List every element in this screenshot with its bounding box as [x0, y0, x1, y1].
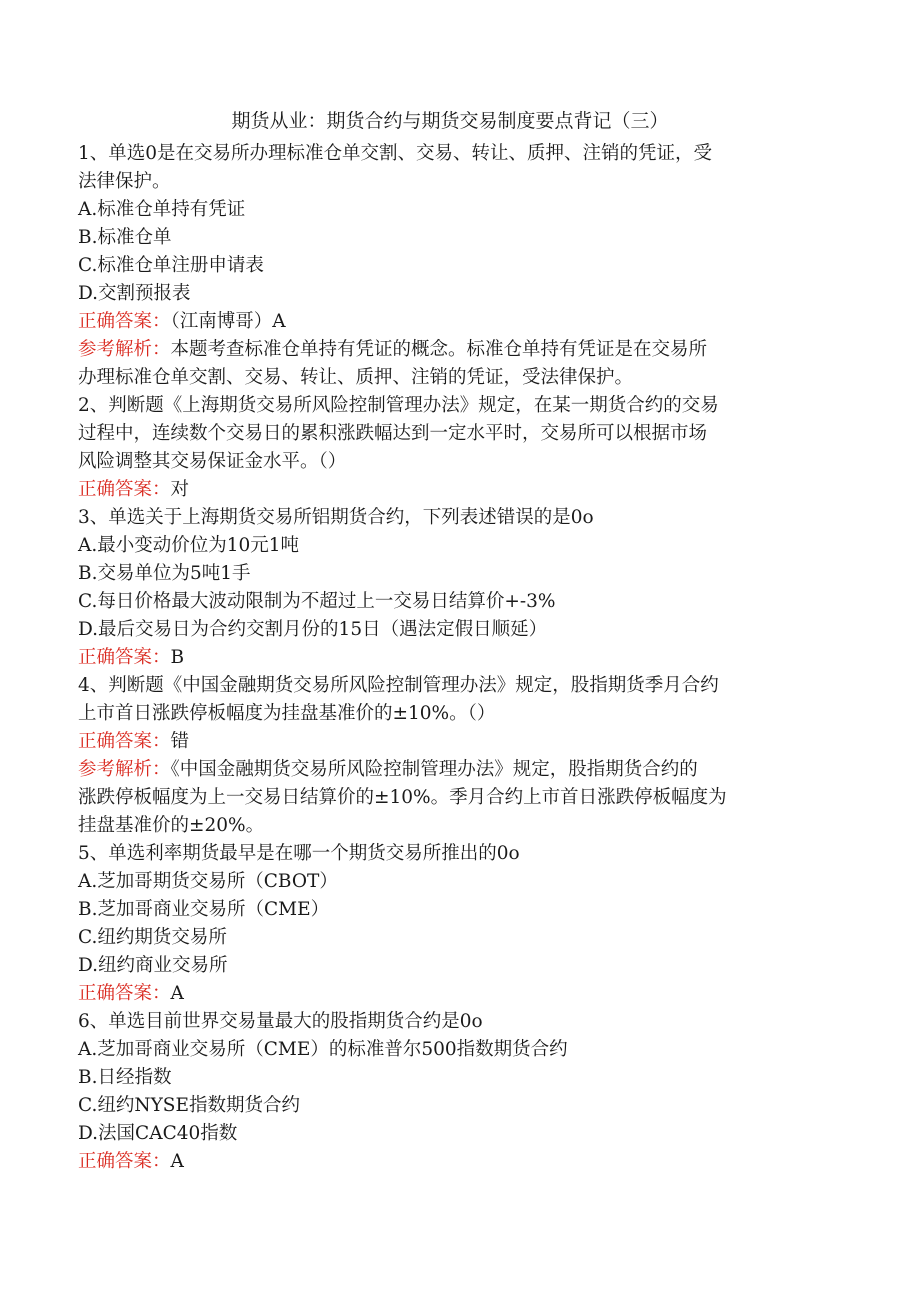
- question-item: [78, 1008, 836, 1176]
- document-body: [78, 140, 836, 1176]
- answer-label: 正确答案：: [78, 731, 171, 752]
- answer-value: B: [170, 647, 185, 668]
- option-a: A.最小变动价位为10元1吨: [78, 535, 300, 556]
- option-a: A.芝加哥期货交易所（CBOT）: [78, 871, 338, 892]
- question-item: [78, 672, 836, 840]
- option-b: B.日经指数: [78, 1067, 172, 1088]
- answer-value: 错: [170, 731, 190, 752]
- analysis-text: 《中国金融期货交易所风险控制管理办法》规定，股指期货合约的: [170, 759, 698, 780]
- answer-value: 对: [170, 479, 190, 500]
- question-text-line: 2、判断题《上海期货交易所风险控制管理办法》规定，在某一期货合约的交易: [78, 395, 719, 416]
- option-b: B.交易单位为5吨1手: [78, 563, 251, 584]
- question-text-line: 3、单选关于上海期货交易所铝期货合约，下列表述错误的是0o: [78, 507, 594, 528]
- question-item: [78, 392, 836, 504]
- answer-line: [78, 476, 836, 504]
- answer-line: [78, 1148, 836, 1176]
- analysis-text: 本题考查标准仓单持有凭证的概念。标准仓单持有凭证是在交易所: [170, 339, 708, 360]
- analysis-text-line: 挂盘基准价的±20%。: [78, 815, 265, 836]
- answer-label: 正确答案：: [78, 311, 171, 332]
- option-b: B.芝加哥商业交易所（CME）: [78, 899, 330, 920]
- option-c: C.纽约NYSE指数期货合约: [78, 1095, 300, 1116]
- option-a: A.标准仓单持有凭证: [78, 199, 246, 220]
- option-d: D.交割预报表: [78, 283, 191, 304]
- question-text-line: 6、单选目前世界交易量最大的股指期货合约是0o: [78, 1011, 483, 1032]
- question-text-line: 1、单选0是在交易所办理标准仓单交割、交易、转让、质押、注销的凭证，受: [78, 143, 713, 164]
- answer-value: （江南博哥）A: [170, 311, 286, 332]
- question-text-line: 风险调整其交易保证金水平。（）: [78, 451, 347, 472]
- question-item: [78, 504, 836, 672]
- question-text-line: 法律保护。: [78, 171, 171, 192]
- question-item: [78, 140, 836, 392]
- analysis-label: 参考解析：: [78, 339, 171, 360]
- option-c: C.每日价格最大波动限制为不超过上一交易日结算价+-3%: [78, 591, 556, 612]
- answer-label: 正确答案：: [78, 983, 171, 1004]
- analysis-line: [78, 336, 836, 364]
- option-b: B.标准仓单: [78, 227, 172, 248]
- answer-line: [78, 644, 836, 672]
- question-text-line: 4、判断题《中国金融期货交易所风险控制管理办法》规定，股指期货季月合约: [78, 675, 719, 696]
- answer-line: [78, 980, 836, 1008]
- answer-label: 正确答案：: [78, 647, 171, 668]
- analysis-text-line: 涨跌停板幅度为上一交易日结算价的±10%。季月合约上市首日涨跌停板幅度为: [78, 787, 727, 808]
- option-c: C.标准仓单注册申请表: [78, 255, 264, 276]
- document-title: 期货从业：期货合约与期货交易制度要点背记（三）: [231, 110, 669, 132]
- option-d: D.法国CAC40指数: [78, 1123, 238, 1144]
- analysis-text-line: 办理标准仓单交割、交易、转让、质押、注销的凭证，受法律保护。: [78, 367, 634, 388]
- answer-value: A: [170, 1151, 184, 1172]
- question-text-line: 过程中，连续数个交易日的累积涨跌幅达到一定水平时，交易所可以根据市场: [78, 423, 708, 444]
- analysis-label: 参考解析：: [78, 759, 171, 780]
- answer-label: 正确答案：: [78, 1151, 171, 1172]
- question-text-line: 5、单选利率期货最早是在哪一个期货交易所推出的0o: [78, 843, 520, 864]
- option-c: C.纽约期货交易所: [78, 927, 227, 948]
- answer-value: A: [170, 983, 184, 1004]
- question-item: [78, 840, 836, 1008]
- option-d: D.最后交易日为合约交割月份的15日（遇法定假日顺延）: [78, 619, 548, 640]
- question-text-line: 上市首日涨跌停板幅度为挂盘基准价的±10%。（）: [78, 703, 496, 724]
- answer-label: 正确答案：: [78, 479, 171, 500]
- answer-line: [78, 308, 836, 336]
- option-d: D.纽约商业交易所: [78, 955, 228, 976]
- analysis-line: [78, 756, 836, 784]
- option-a: A.芝加哥商业交易所（CME）的标准普尔500指数期货合约: [78, 1039, 568, 1060]
- answer-line: [78, 728, 836, 756]
